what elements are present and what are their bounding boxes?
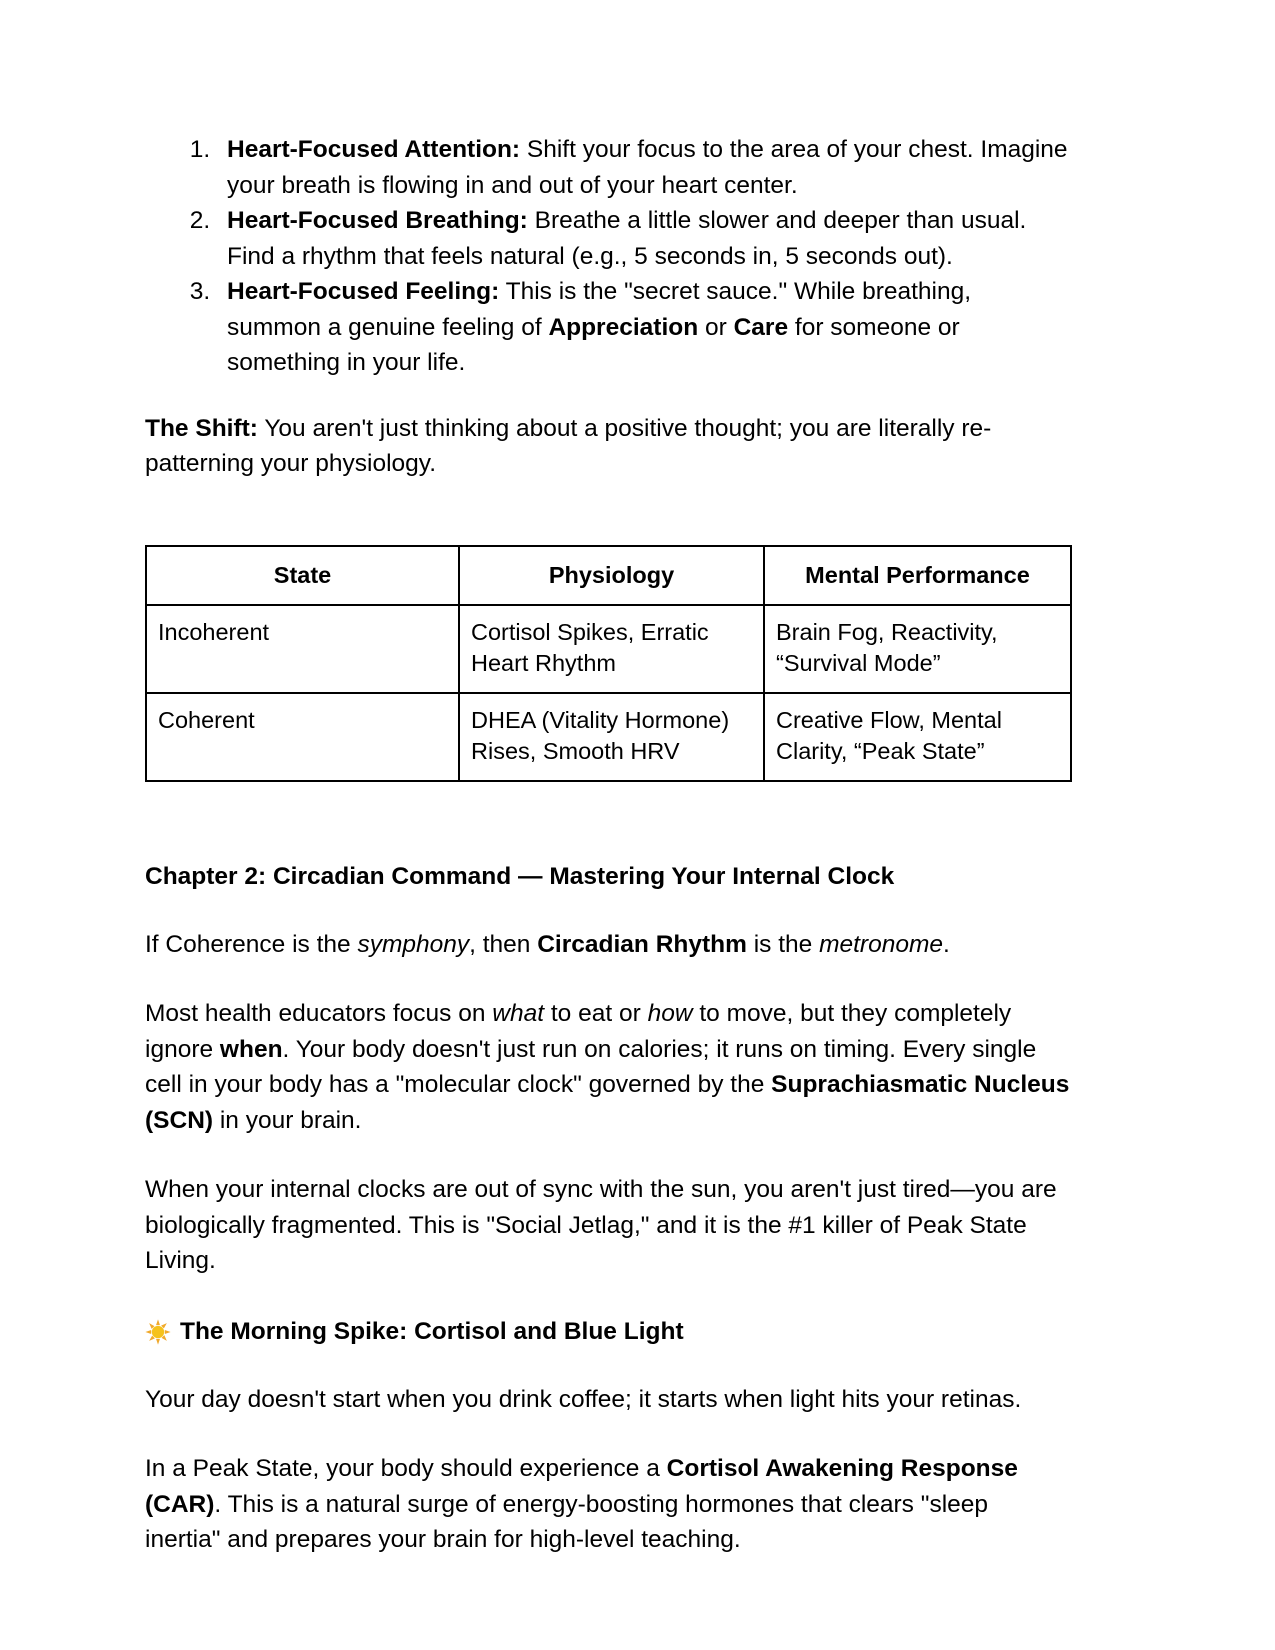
italic-symphony: symphony (357, 930, 470, 958)
the-shift-text: You aren't just thinking about a positive thought; you are literally re-patterning your physiology. (145, 414, 992, 477)
retinas-paragraph: Your day doesn't start when you drink coffee; it starts when light hits your retinas. (145, 1385, 1022, 1413)
text-run: . (943, 930, 950, 958)
step-lead-label: Heart-Focused Feeling: (227, 278, 500, 305)
sun-icon (145, 1319, 171, 1345)
table-header-state: State (146, 546, 459, 605)
table-header-mental-performance: Mental Performance (764, 546, 1071, 605)
spacer (145, 1138, 1070, 1172)
text-run: is the (746, 930, 820, 958)
step-body-text: Shift your focus to the area of your chest. Imagine your breath is flowing in and out of your heart center. (227, 136, 1068, 199)
table-row (146, 693, 1071, 781)
spacer (145, 782, 1070, 860)
text-run: , then (469, 930, 538, 958)
coherence-state-table (145, 545, 1072, 782)
italic-how: how (647, 1000, 693, 1027)
cell-state: Coherent (146, 693, 459, 781)
bold-circadian-rhythm: Circadian Rhythm (537, 930, 747, 958)
coherence-state-table-container (145, 545, 1070, 782)
step-text-middle: or (698, 313, 734, 341)
cortisol-awakening-paragraph (145, 1451, 1070, 1558)
the-shift-lead-label: The Shift: (145, 414, 258, 442)
bold-cortisol-awakening-response: Cortisol Awakening Response (CAR) (145, 1455, 1018, 1518)
text-run: . This is a natural surge of energy-boosting hormones that clears "sleep inertia" and prepares your brain for high-level teaching. (145, 1490, 989, 1553)
metronome-paragraph (145, 927, 1070, 963)
text-run: to move, but they completely ignore (145, 1000, 1012, 1063)
spacer (145, 1348, 1070, 1382)
italic-what: what (492, 1000, 545, 1027)
text-run: If Coherence is the (145, 930, 358, 958)
step-body-text: This is the "secret sauce." While breathing, summon a genuine feeling of (227, 278, 972, 341)
text-run: . Your body doesn't just run on calories; it runs on timing. Every single cell in your body has a "molecular clock" governed by the (145, 1035, 1037, 1098)
step-text-after: for someone or something in your life. (227, 313, 960, 376)
step-body-text: Breathe a little slower and deeper than usual. Find a rhythm that feels natural (e.g., 5 seconds in, 5 seconds out). (227, 207, 1027, 270)
text-run: Most health educators focus on (145, 1000, 493, 1027)
step-emphasis-care: Care (733, 313, 789, 341)
chapter-heading: Chapter 2: Circadian Command — Mastering Your Internal Clock (145, 862, 895, 890)
cell-mental-performance: Brain Fog, Reactivity, “Survival Mode” (764, 605, 1071, 693)
list-item (217, 132, 1070, 203)
text-run: In a Peak State, your body should experience a (145, 1455, 667, 1482)
document-content (145, 132, 1070, 1558)
step-lead-label: Heart-Focused Breathing: (227, 207, 528, 234)
morning-spike-heading-text: The Morning Spike: Cortisol and Blue Light (180, 1317, 684, 1345)
step-lead-label: Heart-Focused Attention: (227, 136, 521, 163)
timing-paragraph (145, 996, 1070, 1138)
step-emphasis-appreciation: Appreciation (548, 313, 699, 341)
morning-spike-heading (145, 1315, 1070, 1348)
text-run: to eat or (544, 1000, 648, 1027)
spacer (145, 482, 1070, 545)
cell-state: Incoherent (146, 605, 459, 693)
spacer (145, 962, 1070, 996)
text-run: in your brain. (213, 1106, 362, 1134)
table-row (146, 605, 1071, 693)
bold-scn: Suprachiasmatic Nucleus (SCN) (145, 1071, 1070, 1134)
spacer (145, 1279, 1070, 1315)
cell-physiology: DHEA (Vitality Hormone) Rises, Smooth HRV (459, 693, 764, 781)
table-header-physiology: Physiology (459, 546, 764, 605)
list-item (217, 274, 1070, 381)
cell-physiology: Cortisol Spikes, Erratic Heart Rhythm (459, 605, 764, 693)
list-item (217, 203, 1070, 274)
cell-mental-performance: Creative Flow, Mental Clarity, “Peak State” (764, 693, 1071, 781)
spacer (145, 1417, 1070, 1451)
social-jetlag-paragraph: When your internal clocks are out of sync with the sun, you aren't just tired—you are biologically fragmented. This is "Social Jetlag," and it is the #1 killer of Peak State Living. (145, 1176, 1057, 1274)
spacer (145, 893, 1070, 927)
heart-focus-steps-list (145, 132, 1070, 381)
the-shift-paragraph (145, 411, 1070, 482)
italic-metronome: metronome (819, 930, 943, 958)
bold-when: when (219, 1035, 283, 1063)
table-header-row (146, 546, 1071, 605)
spacer (145, 381, 1070, 411)
